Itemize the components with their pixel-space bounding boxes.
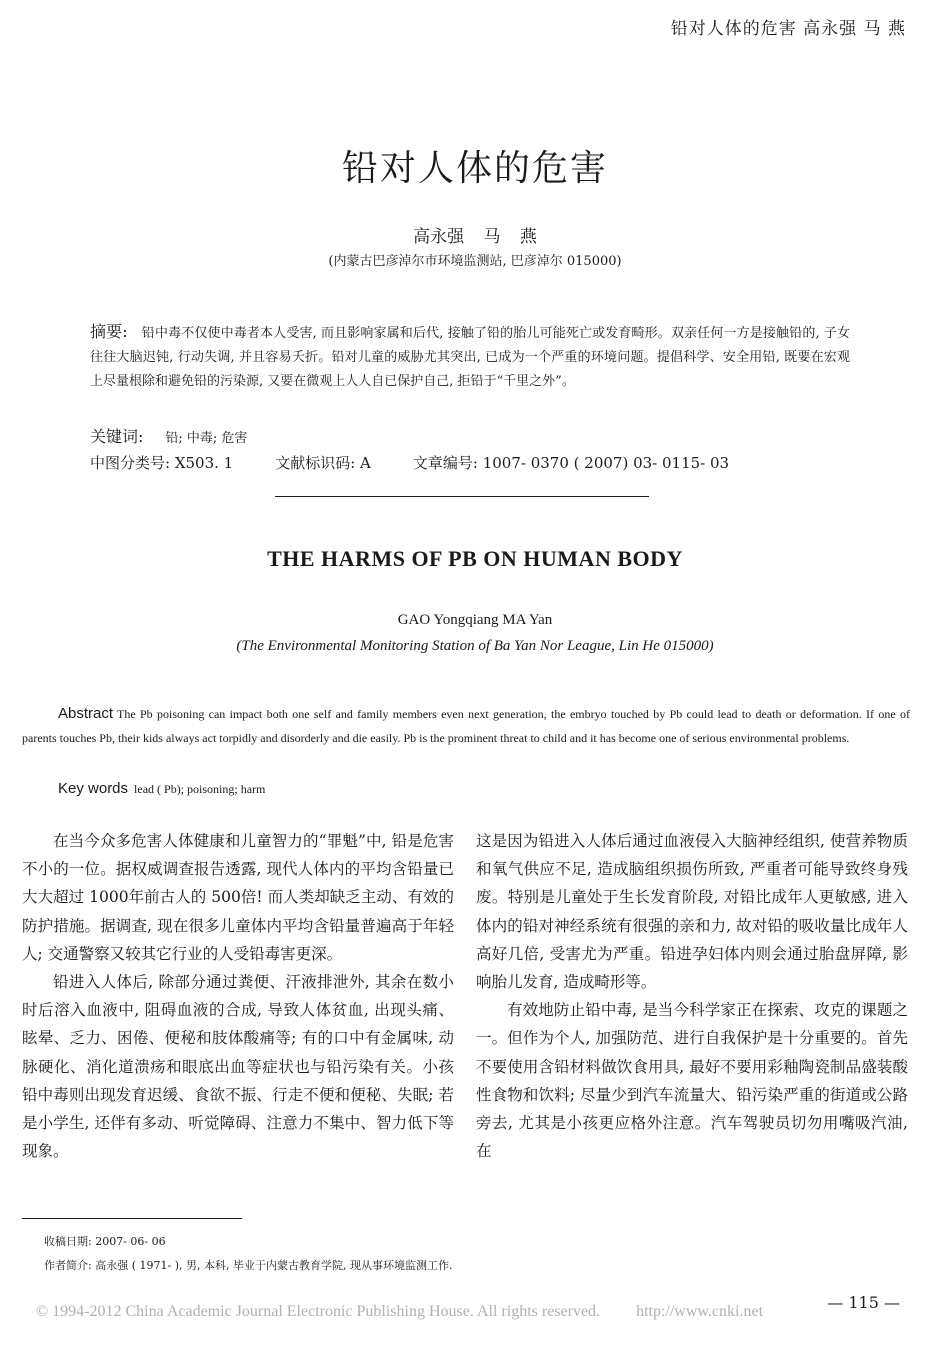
clc-number: 中图分类号: X503. 1 <box>90 454 234 472</box>
affiliation: (内蒙古巴彦淖尔市环境监测站, 巴彦淖尔 015000) <box>328 254 622 269</box>
copyright-text: © 1994-2012 China Academic Journal Electronic Publishing House. All rights reserved. <box>36 1303 601 1320</box>
abstract-zh-label: 摘要: <box>90 322 128 341</box>
footnote-received: 收稿日期: 2007- 06- 06 <box>44 1235 166 1248</box>
footnote-divider <box>22 1218 242 1219</box>
authors: 高永强 马 燕 <box>413 227 537 247</box>
document-code: 文献标识码: A <box>275 454 371 472</box>
keywords-en-label: Key words <box>58 780 129 797</box>
body-paragraph: 有效地防止铅中毒, 是当今科学家正在探索、攻克的课题之一。但作为个人, 加强防范、进行自我保护是十分重要的。首先不要使用含铅材料做饮食用具, 最好不要用彩釉陶瓷制品盛装酸性食物和饮料; 尽量少到汽车流量大、铅污染严重的街道或公路旁去, 尤其是小孩更应格外注意。汽车驾驶员切勿用嘴吸汽油, 在 <box>476 1001 908 1161</box>
body-paragraph: 在当今众多危害人体健康和儿童智力的“罪魁”中, 铅是危害不小的一位。据权威调查报告透露, 现代人体内的平均含铅量已大大超过 1000年前古人的 500倍! 而人类却缺乏主动、有效的防护措施。据调查, 现在很多儿童体内平均含铅量普遍高于年轻人; 交通警察又较其它行业的人受铅毒害更深。 <box>22 832 454 963</box>
running-head: 铅对人体的危害 高永强 马 燕 <box>670 19 906 39</box>
keywords-zh-text: 铅; 中毒; 危害 <box>165 431 248 446</box>
body-paragraph: 铅进入人体后, 除部分通过粪便、汗液排泄外, 其余在数小时后溶入血液中, 阻碍血液的合成, 导致人体贫血, 出现头痛、眩晕、乏力、困倦、便秘和肢体酸痛等; 有的口中有金属味, 动脉硬化、消化道溃疡和眼底出血等症状也与铅污染有关。小孩铅中毒则出现发育迟缓、食欲不振、行走不便和便秘、失眠; 若是小学生, 还伴有多动、听觉障碍、注意力不集中、智力低下等现象。 <box>22 973 454 1161</box>
paper-title: 铅对人体的危害 <box>341 148 608 189</box>
keywords-en-text: lead ( Pb); poisoning; harm <box>134 782 266 796</box>
english-affiliation: (The Environmental Monitoring Station of Ba Yan Nor League, Lin He 015000) <box>236 638 714 654</box>
footnote-author-bio: 作者简介: 高永强 ( 1971- ), 男, 本科, 毕业于内蒙古教育学院, 现从事环境监测工作. <box>44 1259 453 1272</box>
article-number: 文章编号: 1007- 0370 ( 2007) 03- 0115- 03 <box>412 454 730 472</box>
abstract-en <box>22 702 910 750</box>
abstract-zh-text: 铅中毒不仅使中毒者本人受害, 而且影响家属和后代, 接触了铅的胎儿可能死亡或发育畸形。双亲任何一方是接触铅的, 子女往往大脑迟钝, 行动失调, 并且容易夭折。铅对儿童的威胁尤其突出, 已成为一个严重的环境问题。提倡科学、安全用铅, 既要在宏观上尽量根除和避免铅的污染源, 又要在微观上人人自已保护自己, 拒铅于“千里之外”。 <box>90 326 850 389</box>
keywords-zh-label: 关键词: <box>90 427 144 446</box>
section-divider <box>275 496 649 497</box>
classification-line <box>90 452 733 473</box>
body-paragraph: 这是因为铅进入人体后通过血液侵入大脑神经组织, 使营养物质和氧气供应不足, 造成脑组织损伤所致, 严重者可能导致终身残废。特别是儿童处于生长发育阶段, 对铅比成年人更敏感, 进入体内的铅对神经系统有很强的亲和力, 故对铅的吸收量比成年人高好几倍, 受害尤为严重。铅进孕妇体内则会通过胎盘屏障, 影响胎儿发育, 造成畸形等。 <box>476 832 908 992</box>
keywords-en <box>58 780 265 797</box>
english-title: THE HARMS OF PB ON HUMAN BODY <box>267 546 683 571</box>
keywords-zh <box>90 424 247 447</box>
abstract-en-label: Abstract <box>58 705 114 722</box>
page-number: — 115 — <box>827 1293 900 1312</box>
body-column-right <box>476 827 908 1165</box>
english-authors: GAO Yongqiang MA Yan <box>397 612 553 628</box>
abstract-zh <box>90 320 850 394</box>
copyright-watermark <box>36 1303 763 1321</box>
body-column-left <box>22 827 454 1165</box>
watermark-url[interactable]: http://www.cnki.net <box>636 1303 764 1320</box>
abstract-en-text: The Pb poisoning can impact both one self and family members even next generation, the embryo touched by Pb could lead to death or deformation. If one of parents touches Pb, their kids always act torpidly and disorderly and die easily. Pb is the prominent threat to child and it has become one of serious environmental problems. <box>22 707 910 745</box>
